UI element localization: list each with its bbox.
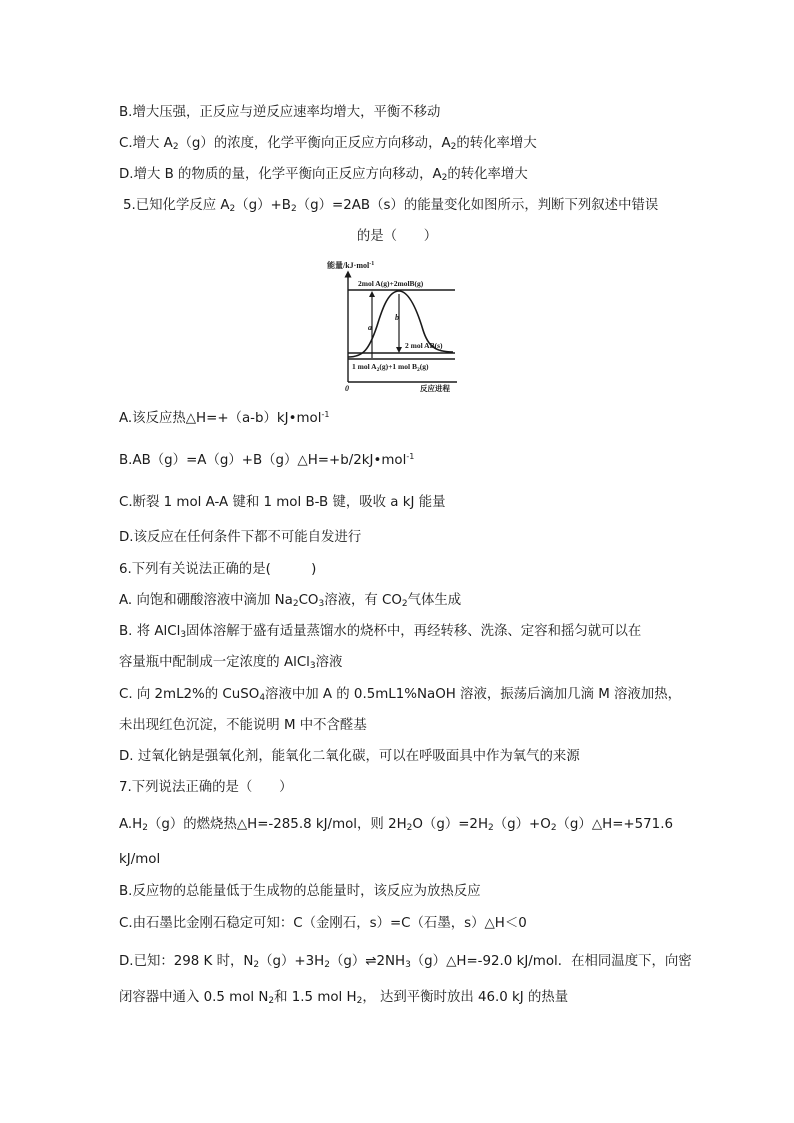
q7-option-c: C.由石墨比金刚石稳定可知：C（金刚石，s）=C（石墨，s）△H＜0 [119,916,527,931]
origin-label: 0 [345,384,349,392]
q6-stem: 6.下列有关说法正确的是( ) [119,562,317,577]
x-axis-label: 反应进程 [420,384,450,392]
top-level-label: 2mol A(g)+2molB(g) [358,279,424,288]
q5-stem: 5.已知化学反应 $A_2(g)+B_2(g)=2AB(s)$的能量变化如图所示，判断下列叙述中错误 [123,198,659,214]
energy-diagram [325,258,465,392]
q5-option-a: A.该反应热△H=+（a-b）kJ•mol$^{-1}$ [119,410,330,426]
mid-level-label: 2 mol AB(s) [405,341,443,350]
arrow-a-label: a [368,323,372,332]
q5-option-d: D.该反应在任何条件下都不可能自发进行 [119,530,362,545]
q7-option-b: B.反应物的总能量低于生成物的总能量时，该反应为放热反应 [119,884,481,899]
q7-option-d-line2: 闭容器中通入 0.5 mol $N_2$和 1.5 mol $H_2$， 达到平衡时放出 46.0 kJ 的热量 [119,990,569,1006]
arrow-b-label: b [395,313,399,322]
q6-option-d: D. 过氧化钠是强氧化剂，能氧化二氧化碳，可以在呼吸面具中作为氧气的来源 [119,749,580,764]
q7-option-d: D.已知：298 K 时，$N_2(g)+3H_2(g)\rightleftharpoons 2NH_3(g)\triangle H=-92.0$ kJ/mol．在相同温度下，向密 [119,954,692,970]
q7-option-a-line2: kJ/mol [119,852,161,867]
q4-option-b: B.增大压强，正反应与逆反应速率均增大，平衡不移动 [119,105,441,120]
q6-option-b: B. 将 AlCl$_3$固体溶解于盛有适量蒸馏水的烧杯中，再经转移、洗涤、定容和摇匀就可以在 [119,624,642,640]
q5-option-c: C.断裂 1 mol A-A 键和 1 mol B-B 键，吸收 a kJ 能量 [119,495,446,510]
low-level-label: 1 mol $A_2(g)+1$ mol $B_2(g)$ [352,362,429,373]
q5-stem-line2: 的是（ ） [356,229,438,244]
q5-option-b: B.AB（g）=A（g）+B（g）△H=+b/2kJ•mol$^{-1}$ [119,452,415,468]
q7-option-a: $A.H_2(g)$的燃烧热△H=-285.8 kJ/mol，则 $2H_2O(g)=2H_2(g)+O_2(g)\triangle H=+571.6$ [119,817,673,833]
q6-option-c-line2: 未出现红色沉淀，不能说明 M 中不含醛基 [119,718,367,733]
q7-stem: 7.下列说法正确的是（ ） [119,780,293,795]
q6-option-a: A. 向饱和硼酸溶液中滴加 $Na_2CO_3$溶液，有 $CO_2$气体生成 [119,593,462,609]
q6-option-c: C. 向 2mL2%的 CuSO$_4$溶液中加 A 的 0.5mL1%NaOH 溶液，振荡后滴加几滴 M 溶液加热， [119,687,681,703]
q6-option-b-line2: 容量瓶中配制成一定浓度的 AlCl$_3$溶液 [119,655,343,671]
q4-option-c: C.增大 $A_2(g)$的浓度，化学平衡向正反应方向移动，$A_2$的转化率增大 [119,136,537,152]
y-axis-label: 能量/kJ·mol$^{-1}$ [327,261,375,270]
q4-option-d: D.增大 B 的物质的量，化学平衡向正反应方向移动，$A_2$的转化率增大 [119,167,528,183]
